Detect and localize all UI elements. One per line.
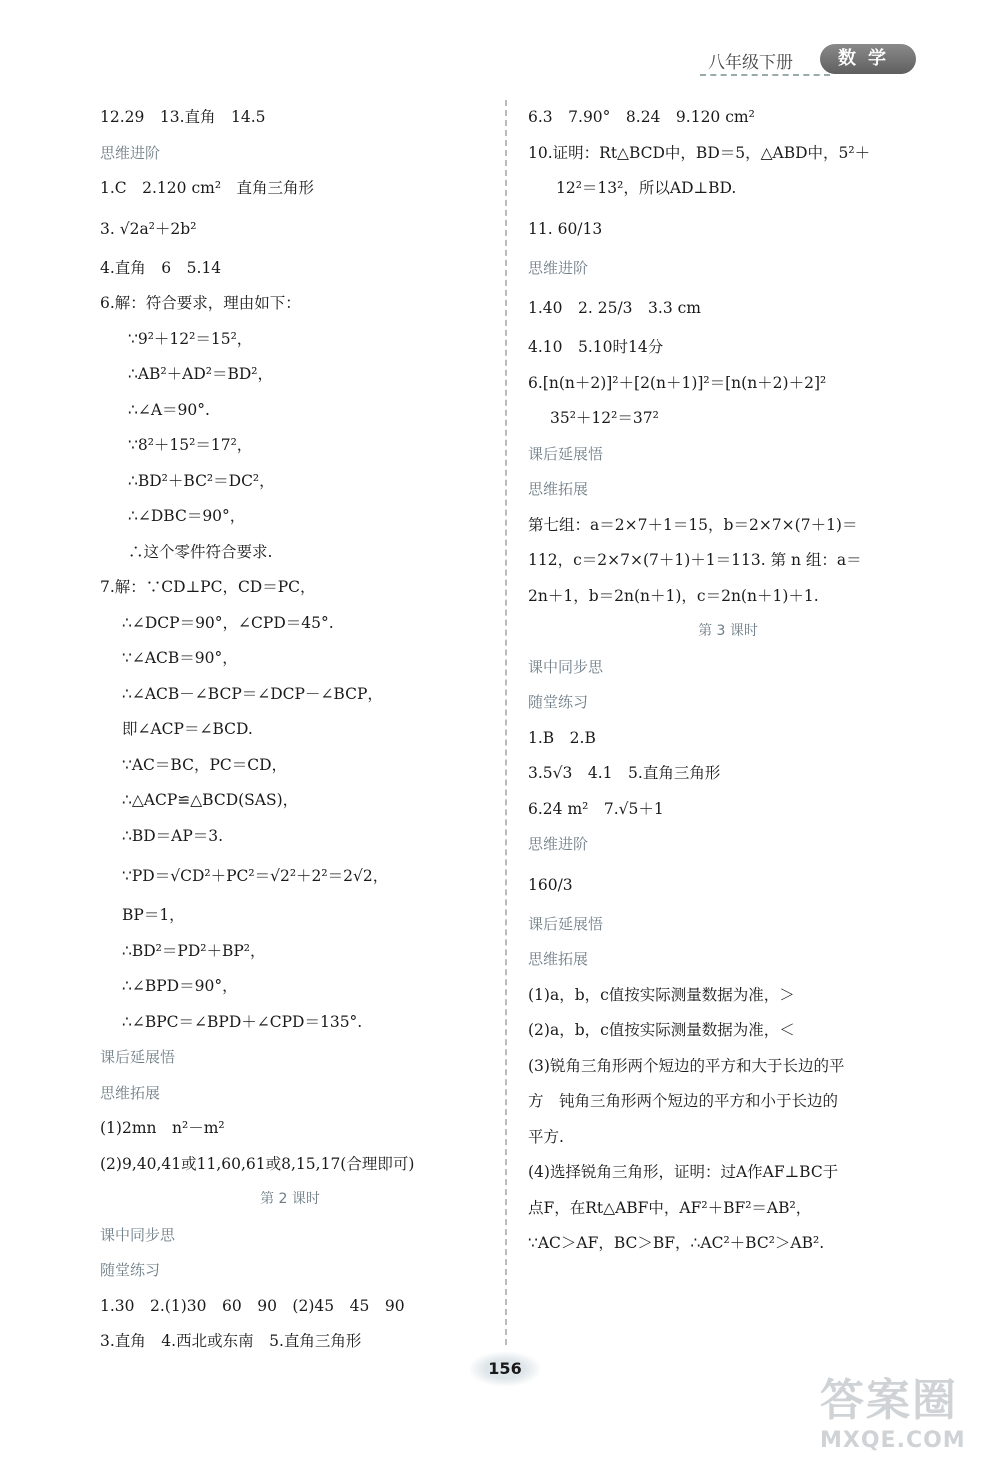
answer-line: 6.[n(n＋2)]²＋[2(n＋1)]²＝[n(n＋2)＋2]² bbox=[528, 373, 827, 392]
answer-line: ∵9²＋12²＝15²， bbox=[128, 329, 253, 348]
answer-line: (3)锐角三角形两个短边的平方和大于长边的平 bbox=[528, 1056, 845, 1075]
lesson-heading: 第 3 课时 bbox=[698, 623, 758, 639]
answer-line: 3. √2a²＋2b² bbox=[100, 219, 197, 238]
answer-line: ∴∠A＝90°. bbox=[128, 400, 210, 419]
answer-line: 平方. bbox=[528, 1127, 564, 1146]
page-number: 156 bbox=[470, 1352, 540, 1386]
section-heading: 思维进阶 bbox=[528, 835, 589, 853]
answer-line: ∴∠BPD＝90°， bbox=[122, 977, 238, 995]
answer-line: 点F，在Rt△ABF中，AF²＋BF²＝AB²， bbox=[528, 1198, 812, 1217]
page-header bbox=[700, 44, 930, 80]
answer-line: 4.直角 6 5.14 bbox=[100, 258, 222, 277]
answer-line: ∴BD＝AP＝3. bbox=[122, 826, 224, 845]
answer-line: (1)2mn n²－m² bbox=[100, 1119, 225, 1137]
answer-line: ∴∠DBC＝90°， bbox=[128, 507, 246, 525]
answer-line: 4.10 5.10时14分 bbox=[528, 338, 664, 356]
answer-line: 1.B 2.B bbox=[528, 728, 596, 747]
watermark-title: 答案圈 bbox=[820, 1375, 958, 1426]
answer-line: ∴∠BPC＝∠BPD＋∠CPD＝135°. bbox=[122, 1012, 363, 1031]
answer-line: 3.直角 4.西北或东南 5.直角三角形 bbox=[100, 1332, 362, 1350]
answer-line: 11. 60/13 bbox=[528, 219, 603, 238]
answer-line: 方 钝角三角形两个短边的平方和小于长边的 bbox=[528, 1092, 839, 1110]
section-heading: 思维拓展 bbox=[528, 950, 589, 968]
answer-line: 2n＋1，b＝2n(n＋1)，c＝2n(n＋1)＋1. bbox=[528, 586, 819, 605]
header-rule bbox=[700, 74, 830, 76]
answer-line: 1.40 2. 25/3 3.3 cm bbox=[528, 299, 701, 317]
answer-line: ∵AC＞AF，BC＞BF，∴AC²＋BC²＞AB². bbox=[528, 1234, 825, 1252]
answer-line: (1)a，b，c值按实际测量数据为准，＞ bbox=[528, 985, 795, 1004]
answer-line: 6.解：符合要求，理由如下： bbox=[100, 294, 301, 312]
answer-line: (4)选择锐角三角形，证明：过A作AF⊥BC于 bbox=[528, 1163, 839, 1181]
answer-line: 112，c＝2×7×(7＋1)＋1＝113. 第 n 组：a＝ bbox=[528, 551, 862, 569]
left-column bbox=[100, 100, 480, 1360]
answer-line: 7.解：∵CD⊥PC，CD＝PC， bbox=[100, 578, 316, 596]
answer-line: ∴AB²＋AD²＝BD²， bbox=[128, 365, 274, 383]
answer-line: (2)a，b，c值按实际测量数据为准，＜ bbox=[528, 1021, 795, 1039]
answer-line: 3.5√3 4.1 5.直角三角形 bbox=[528, 764, 721, 782]
subject-badge: 数学 bbox=[820, 44, 916, 74]
answer-line: 35²＋12²＝37² bbox=[550, 409, 659, 427]
section-heading: 思维进阶 bbox=[100, 143, 161, 162]
section-heading: 思维进阶 bbox=[528, 258, 589, 277]
lesson-heading: 第 2 课时 bbox=[260, 1191, 320, 1207]
answer-line: ∵∠ACB＝90°， bbox=[122, 649, 238, 667]
section-heading: 课中同步思 bbox=[528, 657, 604, 676]
answer-line: ∴△ACP≌△BCD(SAS)， bbox=[122, 791, 299, 809]
answer-line: 第七组：a＝2×7＋1＝15，b＝2×7×(7＋1)＝ bbox=[528, 515, 858, 534]
answer-line: 6.3 7.90° 8.24 9.120 cm² bbox=[528, 108, 755, 126]
answer-line: ∴BD²＋BC²＝DC²， bbox=[128, 471, 275, 490]
section-heading: 课后延展悟 bbox=[528, 914, 604, 933]
section-heading: 课后延展悟 bbox=[528, 444, 604, 463]
answer-line: 12.29 13.直角 14.5 bbox=[100, 108, 266, 126]
answer-line: ∵8²＋15²＝17²， bbox=[128, 436, 253, 454]
watermark-site: MXQE.COM bbox=[820, 1428, 966, 1453]
section-heading: 随堂练习 bbox=[100, 1261, 161, 1279]
section-heading: 课后延展悟 bbox=[100, 1048, 176, 1066]
answer-line: 即∠ACP＝∠BCD. bbox=[122, 720, 253, 738]
answer-line: ∴BD²＝PD²＋BP²， bbox=[122, 941, 266, 960]
answer-line: 1.C 2.120 cm² 直角三角形 bbox=[100, 179, 315, 197]
answer-line: ∴∠DCP＝90°，∠CPD＝45°. bbox=[122, 613, 334, 632]
answer-line: 10.证明：Rt△BCD中，BD＝5，△ABD中，5²＋ bbox=[528, 143, 871, 162]
watermark bbox=[820, 1375, 990, 1465]
right-column bbox=[528, 100, 928, 1262]
answer-line: 1.30 2.(1)30 60 90 (2)45 45 90 bbox=[100, 1296, 405, 1315]
answer-line: 6.24 m² 7.√5＋1 bbox=[528, 799, 664, 818]
answer-line: ∵AC＝BC，PC＝CD， bbox=[122, 755, 288, 774]
answer-line: ∴这个零件符合要求. bbox=[128, 542, 273, 561]
column-divider bbox=[505, 100, 507, 1345]
answer-line: 12²＝13²，所以AD⊥BD. bbox=[556, 179, 737, 197]
grade-label: 八年级下册 bbox=[708, 53, 793, 73]
section-heading: 思维拓展 bbox=[100, 1083, 161, 1102]
section-heading: 思维拓展 bbox=[528, 480, 589, 498]
answer-line: (2)9,40,41或11,60,61或8,15,17(合理即可) bbox=[100, 1154, 415, 1173]
answer-line: BP＝1， bbox=[122, 906, 185, 924]
section-heading: 课中同步思 bbox=[100, 1225, 176, 1244]
answer-line: ∵PD＝√CD²＋PC²＝√2²＋2²＝2√2， bbox=[122, 867, 389, 885]
section-heading: 随堂练习 bbox=[528, 693, 589, 711]
answer-line: 160/3 bbox=[528, 875, 573, 894]
answer-line: ∴∠ACB－∠BCP＝∠DCP－∠BCP， bbox=[122, 684, 383, 703]
